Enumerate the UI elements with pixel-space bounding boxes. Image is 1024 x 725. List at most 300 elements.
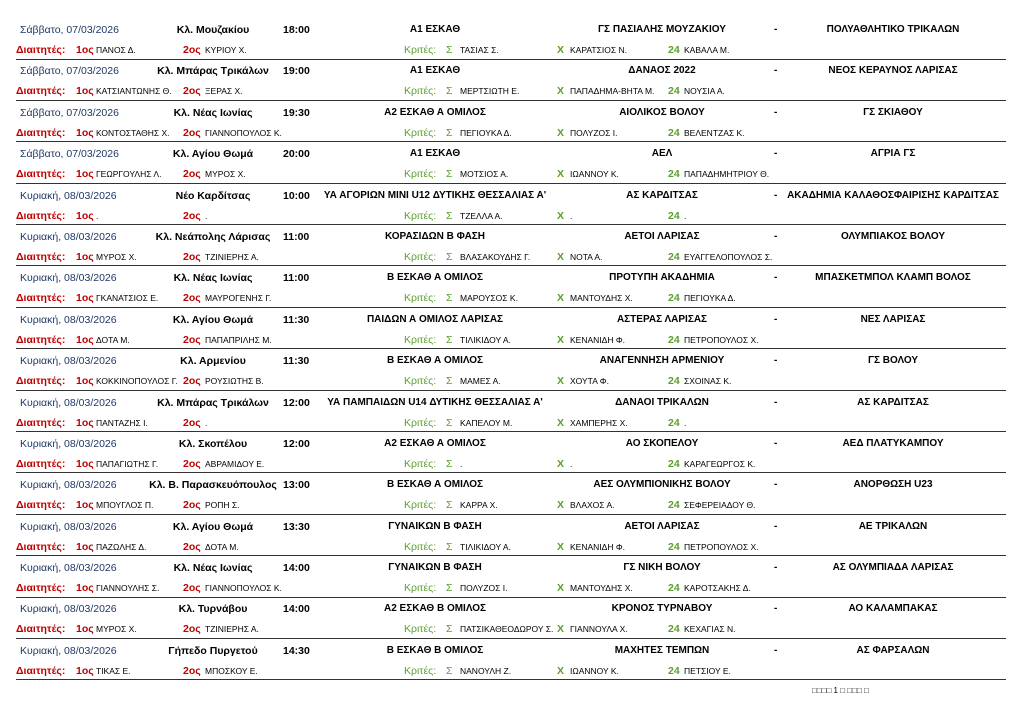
shot-clock-operator: ΠΕΓΙΟΥΚΑ Δ. xyxy=(684,293,736,304)
timer-label: Χ xyxy=(557,292,565,305)
away-team: ΑΣ ΦΑΡΣΑΛΩΝ xyxy=(856,644,930,656)
match-time: 19:00 xyxy=(283,65,310,78)
timer: ΚΕΝΑΝΙΔΗ Φ. xyxy=(570,541,625,552)
match-row xyxy=(0,641,1024,682)
referees-label: Διαιτητές: xyxy=(16,540,66,553)
shot-clock-operator: . xyxy=(684,210,687,221)
match-date: Κυριακή, 08/03/2026 xyxy=(20,272,117,285)
second-referee-label: 2ος xyxy=(183,333,201,346)
timer: ΙΩΑΝΝΟΥ Κ. xyxy=(570,169,619,180)
first-referee-label: 1ος xyxy=(76,540,94,553)
table-officials-label: Κριτές: xyxy=(404,126,437,139)
match-category: Α1 ΕΣΚΑΘ xyxy=(409,148,461,160)
first-referee: ΓΙΑΝΝΟΥΛΗΣ Σ. xyxy=(96,583,160,594)
match-time: 11:30 xyxy=(283,313,310,326)
row-divider xyxy=(16,224,1006,225)
timer: ΜΑΝΤΟΥΔΗΣ Χ. xyxy=(570,583,633,594)
match-date: Κυριακή, 08/03/2026 xyxy=(20,396,117,409)
teams-separator: - xyxy=(774,313,778,325)
row-divider xyxy=(16,472,1006,473)
second-referee: . xyxy=(205,417,208,428)
second-referee-label: 2ος xyxy=(183,168,201,181)
match-venue: Κλ. Μπάρας Τρικάλων xyxy=(157,65,269,78)
officials-line xyxy=(0,126,1024,140)
referees-label: Διαιτητές: xyxy=(16,499,66,512)
match-category: Α2 ΕΣΚΑΘ Α ΟΜΙΛΟΣ xyxy=(384,437,486,449)
timer-label: Χ xyxy=(557,375,565,388)
second-referee-label: 2ος xyxy=(183,44,201,56)
shot-clock-operator: ΣΕΦΕΡΕΙΑΔΟΥ Θ. xyxy=(684,500,756,511)
shot-clock-label: 24 xyxy=(668,582,680,595)
match-info-line xyxy=(0,561,1024,575)
match-venue: Κλ. Νέας Ιωνίας xyxy=(173,562,253,575)
timer: ΚΑΡΑΤΣΙΟΣ Ν. xyxy=(570,45,627,55)
timer-label: Χ xyxy=(557,85,565,98)
first-referee: ΚΟΝΤΟΣΤΑΘΗΣ Χ. xyxy=(96,127,170,138)
shot-clock-label: 24 xyxy=(668,416,680,429)
match-info-line xyxy=(0,23,1024,37)
second-referee-label: 2ος xyxy=(183,499,201,512)
row-divider xyxy=(16,59,1006,60)
second-referee-label: 2ος xyxy=(183,292,201,305)
shot-clock-label: 24 xyxy=(668,457,680,470)
referees-label: Διαιτητές: xyxy=(16,416,66,429)
second-referee: ΡΟΥΣΙΩΤΗΣ Β. xyxy=(205,376,264,387)
teams-separator: - xyxy=(774,603,778,615)
first-referee: ΠΑΝΤΑΖΗΣ Ι. xyxy=(96,417,148,428)
match-row xyxy=(0,227,1024,268)
table-officials-label: Κριτές: xyxy=(404,333,437,346)
shot-clock-operator: ΚΑΡΑΓΕΩΡΓΟΣ Κ. xyxy=(684,458,756,469)
officials-line xyxy=(0,457,1024,471)
row-divider xyxy=(16,183,1006,184)
referees-label: Διαιτητές: xyxy=(16,623,66,636)
home-team: ΓΣ ΠΑΣΙΑΛΗΣ ΜΟΥΖΑΚΙΟΥ xyxy=(598,24,726,35)
match-time: 18:00 xyxy=(283,24,310,36)
match-date: Σάββατο, 07/03/2026 xyxy=(20,148,119,161)
referees-label: Διαιτητές: xyxy=(16,375,66,388)
match-time: 13:00 xyxy=(283,479,310,492)
away-team: ΝΕΣ ΛΑΡΙΣΑΣ xyxy=(860,313,926,325)
timer: . xyxy=(570,210,573,221)
match-date: Κυριακή, 08/03/2026 xyxy=(20,644,117,657)
match-date: Κυριακή, 08/03/2026 xyxy=(20,479,117,492)
first-referee-label: 1ος xyxy=(76,44,94,56)
home-team: ΔΑΝΑΟΙ ΤΡΙΚΑΛΩΝ xyxy=(615,396,709,408)
referees-label: Διαιτητές: xyxy=(16,85,66,98)
away-team: ΓΣ ΣΚΙΑΘΟΥ xyxy=(863,106,923,118)
table-officials-label: Κριτές: xyxy=(404,209,437,222)
row-divider xyxy=(16,514,1006,515)
scorer: ΠΕΓΙΟΥΚΑ Δ. xyxy=(460,127,512,138)
scorer-label: Σ xyxy=(446,623,453,636)
shot-clock-label: 24 xyxy=(668,664,680,677)
second-referee-label: 2ος xyxy=(183,457,201,470)
table-officials-label: Κριτές: xyxy=(404,416,437,429)
away-team: ΑΟ ΚΑΛΑΜΠΑΚΑΣ xyxy=(848,603,938,615)
match-time: 11:00 xyxy=(283,272,310,285)
teams-separator: - xyxy=(774,24,778,35)
table-officials-label: Κριτές: xyxy=(404,664,437,677)
match-date: Κυριακή, 08/03/2026 xyxy=(20,520,117,533)
second-referee-label: 2ος xyxy=(183,664,201,677)
shot-clock-label: 24 xyxy=(668,540,680,553)
teams-separator: - xyxy=(774,106,778,118)
shot-clock-label: 24 xyxy=(668,292,680,305)
timer-label: Χ xyxy=(557,416,565,429)
match-venue: Κλ. Σκοπέλου xyxy=(178,437,248,450)
shot-clock-operator: ΒΕΛΕΝΤΖΑΣ Κ. xyxy=(684,127,745,138)
second-referee: ΔΟΤΑ Μ. xyxy=(205,541,239,552)
second-referee: ΓΙΑΝΝΟΠΟΥΛΟΣ Κ. xyxy=(205,127,282,138)
match-row xyxy=(0,268,1024,309)
match-row xyxy=(0,310,1024,351)
match-category: Β ΕΣΚΑΘ Α ΟΜΙΛΟΣ xyxy=(386,355,484,367)
timer: ΓΙΑΝΝΟΥΛΑ Χ. xyxy=(570,624,628,635)
scorer: ΤΖΕΛΛΑ Α. xyxy=(460,210,503,221)
match-category: ΥΑ ΠΑΜΠΑΙΔΩΝ U14 ΔΥΤΙΚΗΣ ΘΕΣΣΑΛΙΑΣ Α' xyxy=(327,396,543,408)
scorer: ΜΑΜΕΣ Α. xyxy=(460,376,501,387)
scorer-label: Σ xyxy=(446,292,453,305)
first-referee: ΜΥΡΟΣ Χ. xyxy=(96,251,137,262)
second-referee: ΚΥΡΙΟΥ Χ. xyxy=(205,45,247,55)
match-row xyxy=(0,393,1024,434)
shot-clock-label: 24 xyxy=(668,499,680,512)
match-venue: Κλ. Β. Παρασκευόπουλος xyxy=(149,479,277,492)
scorer: ΠΟΛΥΖΟΣ Ι. xyxy=(460,583,508,594)
row-divider xyxy=(16,265,1006,266)
first-referee: ΠΑΝΟΣ Δ. xyxy=(96,45,136,55)
home-team: ΚΡΟΝΟΣ ΤΥΡΝΑΒΟΥ xyxy=(611,603,713,615)
officials-line xyxy=(0,581,1024,595)
match-time: 11:30 xyxy=(283,355,310,368)
second-referee-label: 2ος xyxy=(183,623,201,636)
second-referee: ΡΟΠΗ Σ. xyxy=(205,500,240,511)
shot-clock-operator: ΚΕΧΑΓΙΑΣ Ν. xyxy=(684,624,736,635)
first-referee: ΜΥΡΟΣ Χ. xyxy=(96,624,137,635)
match-category: Α2 ΕΣΚΑΘ Α ΟΜΙΛΟΣ xyxy=(384,106,486,118)
row-divider xyxy=(16,390,1006,391)
teams-separator: - xyxy=(774,520,778,532)
match-time: 14:30 xyxy=(283,644,310,657)
match-time: 20:00 xyxy=(283,148,310,161)
shot-clock-label: 24 xyxy=(668,333,680,346)
table-officials-label: Κριτές: xyxy=(404,375,437,388)
match-category: Β ΕΣΚΑΘ Β ΟΜΙΛΟΣ xyxy=(386,644,484,656)
match-info-line xyxy=(0,478,1024,492)
scorer-label: Σ xyxy=(446,582,453,595)
shot-clock-label: 24 xyxy=(668,250,680,263)
home-team: ΔΑΝΑΟΣ 2022 xyxy=(628,65,696,77)
match-row xyxy=(0,20,1024,61)
match-date: Σάββατο, 07/03/2026 xyxy=(20,24,119,36)
timer-label: Χ xyxy=(557,623,565,636)
match-time: 12:00 xyxy=(283,437,310,450)
home-team: ΑΝΑΓΕΝΝΗΣΗ ΑΡΜΕΝΙΟΥ xyxy=(599,355,725,367)
match-row xyxy=(0,599,1024,640)
shot-clock-label: 24 xyxy=(668,375,680,388)
match-time: 10:00 xyxy=(283,189,310,202)
match-info-line xyxy=(0,147,1024,161)
match-row xyxy=(0,517,1024,558)
away-team: ΑΕ ΤΡΙΚΑΛΩΝ xyxy=(858,520,928,532)
officials-line xyxy=(0,291,1024,305)
match-category: ΠΑΙΔΩΝ Α ΟΜΙΛΟΣ ΛΑΡΙΣΑΣ xyxy=(366,313,504,325)
second-referee: ΤΖΙΝΙΕΡΗΣ Α. xyxy=(205,624,259,635)
second-referee: ΞΕΡΑΣ Χ. xyxy=(205,86,243,97)
match-time: 11:00 xyxy=(283,230,310,243)
match-venue: Κλ. Αγίου Θωμά xyxy=(172,313,254,326)
shot-clock-label: 24 xyxy=(668,44,680,56)
first-referee: . xyxy=(96,210,99,221)
shot-clock-label: 24 xyxy=(668,168,680,181)
home-team: ΑΣΤΕΡΑΣ ΛΑΡΙΣΑΣ xyxy=(616,313,708,325)
shot-clock-operator: ΠΑΠΑΔΗΜΗΤΡΙΟΥ Θ. xyxy=(684,169,770,180)
scorer: ΚΑΠΕΛΟΥ Μ. xyxy=(460,417,513,428)
shot-clock-operator: ΣΧΟΙΝΑΣ Κ. xyxy=(684,376,732,387)
match-row xyxy=(0,186,1024,227)
match-info-line xyxy=(0,106,1024,120)
match-time: 14:00 xyxy=(283,603,310,616)
second-referee-label: 2ος xyxy=(183,416,201,429)
timer-label: Χ xyxy=(557,582,565,595)
shot-clock-label: 24 xyxy=(668,623,680,636)
referees-label: Διαιτητές: xyxy=(16,209,66,222)
table-officials-label: Κριτές: xyxy=(404,623,437,636)
match-date: Κυριακή, 08/03/2026 xyxy=(20,562,117,575)
match-category: Β ΕΣΚΑΘ Α ΟΜΙΛΟΣ xyxy=(386,479,484,491)
teams-separator: - xyxy=(774,396,778,408)
match-info-line xyxy=(0,437,1024,451)
officials-line xyxy=(0,416,1024,430)
second-referee: ΜΑΥΡΟΓΕΝΗΣ Γ. xyxy=(205,293,272,304)
second-referee-label: 2ος xyxy=(183,209,201,222)
shot-clock-operator: ΝΟΥΣΙΑ Α. xyxy=(684,86,725,97)
scorer: ΚΑΡΡΑ Χ. xyxy=(460,500,498,511)
away-team: ΑΚΑΔΗΜΙΑ ΚΑΛΑΘΟΣΦΑΙΡΙΣΗΣ ΚΑΡΔΙΤΣΑΣ xyxy=(787,189,999,201)
timer-label: Χ xyxy=(557,540,565,553)
timer-label: Χ xyxy=(557,499,565,512)
scorer: ΜΕΡΤΣΙΩΤΗ Ε. xyxy=(460,86,520,97)
match-row xyxy=(0,475,1024,516)
second-referee: ΓΙΑΝΝΟΠΟΥΛΟΣ Κ. xyxy=(205,583,282,594)
match-info-line xyxy=(0,602,1024,616)
referees-label: Διαιτητές: xyxy=(16,292,66,305)
scorer: . xyxy=(460,458,463,469)
teams-separator: - xyxy=(774,479,778,491)
first-referee: ΓΕΩΡΓΟΥΛΗΣ Λ. xyxy=(96,169,162,180)
shot-clock-operator: . xyxy=(684,417,687,428)
page-footer: □□□□ 1 □ □□□ □ xyxy=(812,686,869,695)
officials-line xyxy=(0,209,1024,223)
shot-clock-operator: ΠΕΤΡΟΠΟΥΛΟΣ Χ. xyxy=(684,541,759,552)
away-team: ΑΣ ΚΑΡΔΙΤΣΑΣ xyxy=(857,396,929,408)
match-category: ΓΥΝΑΙΚΩΝ Β ΦΑΣΗ xyxy=(388,520,482,532)
shot-clock-operator: ΠΕΤΣΙΟΥ Ε. xyxy=(684,665,731,676)
first-referee-label: 1ος xyxy=(76,623,94,636)
match-date: Κυριακή, 08/03/2026 xyxy=(20,603,117,616)
timer-label: Χ xyxy=(557,250,565,263)
referees-label: Διαιτητές: xyxy=(16,168,66,181)
scorer: ΝΑΝΟΥΛΗ Ζ. xyxy=(460,665,512,676)
officials-line xyxy=(0,540,1024,554)
match-info-line xyxy=(0,230,1024,244)
timer-label: Χ xyxy=(557,126,565,139)
row-divider xyxy=(16,141,1006,142)
away-team: ΝΕΟΣ ΚΕΡΑΥΝΟΣ ΛΑΡΙΣΑΣ xyxy=(828,65,958,77)
officials-line xyxy=(0,43,1024,57)
officials-line xyxy=(0,374,1024,388)
scorer-label: Σ xyxy=(446,333,453,346)
match-date: Κυριακή, 08/03/2026 xyxy=(20,355,117,368)
scorer: ΤΙΛΙΚΙΔΟΥ Α. xyxy=(460,541,511,552)
first-referee-label: 1ος xyxy=(76,375,94,388)
match-date: Κυριακή, 08/03/2026 xyxy=(20,189,117,202)
timer-label: Χ xyxy=(557,664,565,677)
table-officials-label: Κριτές: xyxy=(404,250,437,263)
second-referee-label: 2ος xyxy=(183,250,201,263)
home-team: ΑΕΛ xyxy=(651,148,673,160)
timer: ΙΩΑΝΝΟΥ Κ. xyxy=(570,665,619,676)
match-date: Σάββατο, 07/03/2026 xyxy=(20,106,119,119)
scorer: ΒΛΑΣΑΚΟΥΔΗΣ Γ. xyxy=(460,251,531,262)
match-info-line xyxy=(0,189,1024,203)
scorer-label: Σ xyxy=(446,664,453,677)
first-referee-label: 1ος xyxy=(76,85,94,98)
match-category: ΥΑ ΑΓΟΡΙΩΝ ΜΙΝΙ U12 ΔΥΤΙΚΗΣ ΘΕΣΣΑΛΙΑΣ Α' xyxy=(323,189,547,201)
officials-line xyxy=(0,333,1024,347)
match-venue: Κλ. Τυρνάβου xyxy=(178,603,248,616)
match-date: Κυριακή, 08/03/2026 xyxy=(20,230,117,243)
scorer: ΤΑΣΙΑΣ Σ. xyxy=(460,45,499,55)
officials-line xyxy=(0,664,1024,678)
table-officials-label: Κριτές: xyxy=(404,44,437,56)
first-referee: ΔΟΤΑ Μ. xyxy=(96,334,130,345)
home-team: ΓΣ ΝΙΚΗ ΒΟΛΟΥ xyxy=(623,562,701,574)
scorer-label: Σ xyxy=(446,540,453,553)
table-officials-label: Κριτές: xyxy=(404,499,437,512)
referees-label: Διαιτητές: xyxy=(16,457,66,470)
row-divider xyxy=(16,679,1006,680)
teams-separator: - xyxy=(774,355,778,367)
first-referee: ΠΑΠΑΓΙΩΤΗΣ Γ. xyxy=(96,458,159,469)
row-divider xyxy=(16,100,1006,101)
shot-clock-label: 24 xyxy=(668,85,680,98)
match-venue: Κλ. Αγίου Θωμά xyxy=(172,520,254,533)
first-referee: ΤΙΚΑΣ Ε. xyxy=(96,665,131,676)
second-referee: . xyxy=(205,210,208,221)
away-team: ΜΠΑΣΚΕΤΜΠΟΛ ΚΛΑΜΠ ΒΟΛΟΣ xyxy=(815,272,971,284)
scorer-label: Σ xyxy=(446,44,453,56)
second-referee-label: 2ος xyxy=(183,126,201,139)
match-category: Α2 ΕΣΚΑΘ Β ΟΜΙΛΟΣ xyxy=(383,603,487,615)
referees-label: Διαιτητές: xyxy=(16,250,66,263)
match-info-line xyxy=(0,271,1024,285)
match-info-line xyxy=(0,64,1024,78)
match-venue: Κλ. Μπάρας Τρικάλων xyxy=(157,396,269,409)
timer: ΜΑΝΤΟΥΔΗΣ Χ. xyxy=(570,293,633,304)
match-row xyxy=(0,61,1024,102)
first-referee-label: 1ος xyxy=(76,292,94,305)
shot-clock-label: 24 xyxy=(668,126,680,139)
timer: ΧΑΜΠΕΡΗΣ Χ. xyxy=(570,417,628,428)
timer-label: Χ xyxy=(557,44,565,56)
first-referee-label: 1ος xyxy=(76,333,94,346)
table-officials-label: Κριτές: xyxy=(404,457,437,470)
first-referee-label: 1ος xyxy=(76,582,94,595)
match-row xyxy=(0,434,1024,475)
teams-separator: - xyxy=(774,437,778,449)
table-officials-label: Κριτές: xyxy=(404,292,437,305)
match-time: 13:30 xyxy=(283,520,310,533)
second-referee: ΠΑΠΑΠΡΙΛΗΣ Μ. xyxy=(205,334,272,345)
match-category: Β ΕΣΚΑΘ Α ΟΜΙΛΟΣ xyxy=(386,272,484,284)
table-officials-label: Κριτές: xyxy=(404,582,437,595)
second-referee-label: 2ος xyxy=(183,375,201,388)
second-referee: ΜΥΡΟΣ Χ. xyxy=(205,169,246,180)
first-referee-label: 1ος xyxy=(76,416,94,429)
first-referee: ΚΑΤΣΙΑΝΤΩΝΗΣ Θ. xyxy=(96,86,172,97)
officials-line xyxy=(0,498,1024,512)
scorer-label: Σ xyxy=(446,168,453,181)
away-team: ΟΛΥΜΠΙΑΚΟΣ ΒΟΛΟΥ xyxy=(840,230,946,242)
row-divider xyxy=(16,307,1006,308)
home-team: ΑΕΤΟΙ ΛΑΡΙΣΑΣ xyxy=(624,520,700,532)
match-row xyxy=(0,144,1024,185)
match-date: Κυριακή, 08/03/2026 xyxy=(20,437,117,450)
scorer-label: Σ xyxy=(446,85,453,98)
row-divider xyxy=(16,431,1006,432)
away-team: ΠΟΛΥΑΘΛΗΤΙΚΟ ΤΡΙΚΑΛΩΝ xyxy=(826,24,960,35)
first-referee: ΜΠΟΥΓΛΟΣ Π. xyxy=(96,500,154,511)
teams-separator: - xyxy=(774,148,778,160)
home-team: ΑΙΟΛΙΚΟΣ ΒΟΛΟΥ xyxy=(619,106,705,118)
match-category: ΓΥΝΑΙΚΩΝ Β ΦΑΣΗ xyxy=(388,562,482,574)
home-team: ΑΕΤΟΙ ΛΑΡΙΣΑΣ xyxy=(624,230,700,242)
away-team: ΑΓΡΙΑ ΓΣ xyxy=(870,148,916,160)
away-team: ΑΝΟΡΘΩΣΗ U23 xyxy=(853,479,933,491)
match-venue: Κλ. Μουζακίου xyxy=(176,24,250,36)
officials-line xyxy=(0,84,1024,98)
scorer-label: Σ xyxy=(446,209,453,222)
first-referee-label: 1ος xyxy=(76,126,94,139)
second-referee-label: 2ος xyxy=(183,540,201,553)
match-venue: Κλ. Νέας Ιωνίας xyxy=(173,272,253,285)
match-venue: Κλ. Νεάπολης Λάρισας xyxy=(155,230,271,243)
away-team: ΑΕΔ ΠΛΑΤΥΚΑΜΠΟΥ xyxy=(842,437,944,449)
shot-clock-operator: ΠΕΤΡΟΠΟΥΛΟΣ Χ. xyxy=(684,334,759,345)
match-info-line xyxy=(0,354,1024,368)
row-divider xyxy=(16,348,1006,349)
home-team: ΑΣ ΚΑΡΔΙΤΣΑΣ xyxy=(626,189,698,201)
timer-label: Χ xyxy=(557,333,565,346)
teams-separator: - xyxy=(774,230,778,242)
referees-label: Διαιτητές: xyxy=(16,126,66,139)
first-referee-label: 1ος xyxy=(76,664,94,677)
teams-separator: - xyxy=(774,562,778,574)
teams-separator: - xyxy=(774,644,778,656)
match-time: 19:30 xyxy=(283,106,310,119)
timer: ΝΟΤΑ Α. xyxy=(570,251,603,262)
second-referee-label: 2ος xyxy=(183,582,201,595)
scorer-label: Σ xyxy=(446,126,453,139)
match-time: 14:00 xyxy=(283,562,310,575)
first-referee: ΠΑΖΩΛΗΣ Δ. xyxy=(96,541,147,552)
second-referee: ΑΒΡΑΜΙΔΟΥ Ε. xyxy=(205,458,265,469)
row-divider xyxy=(16,555,1006,556)
timer: ΧΟΥΤΑ Φ. xyxy=(570,376,609,387)
referees-label: Διαιτητές: xyxy=(16,333,66,346)
